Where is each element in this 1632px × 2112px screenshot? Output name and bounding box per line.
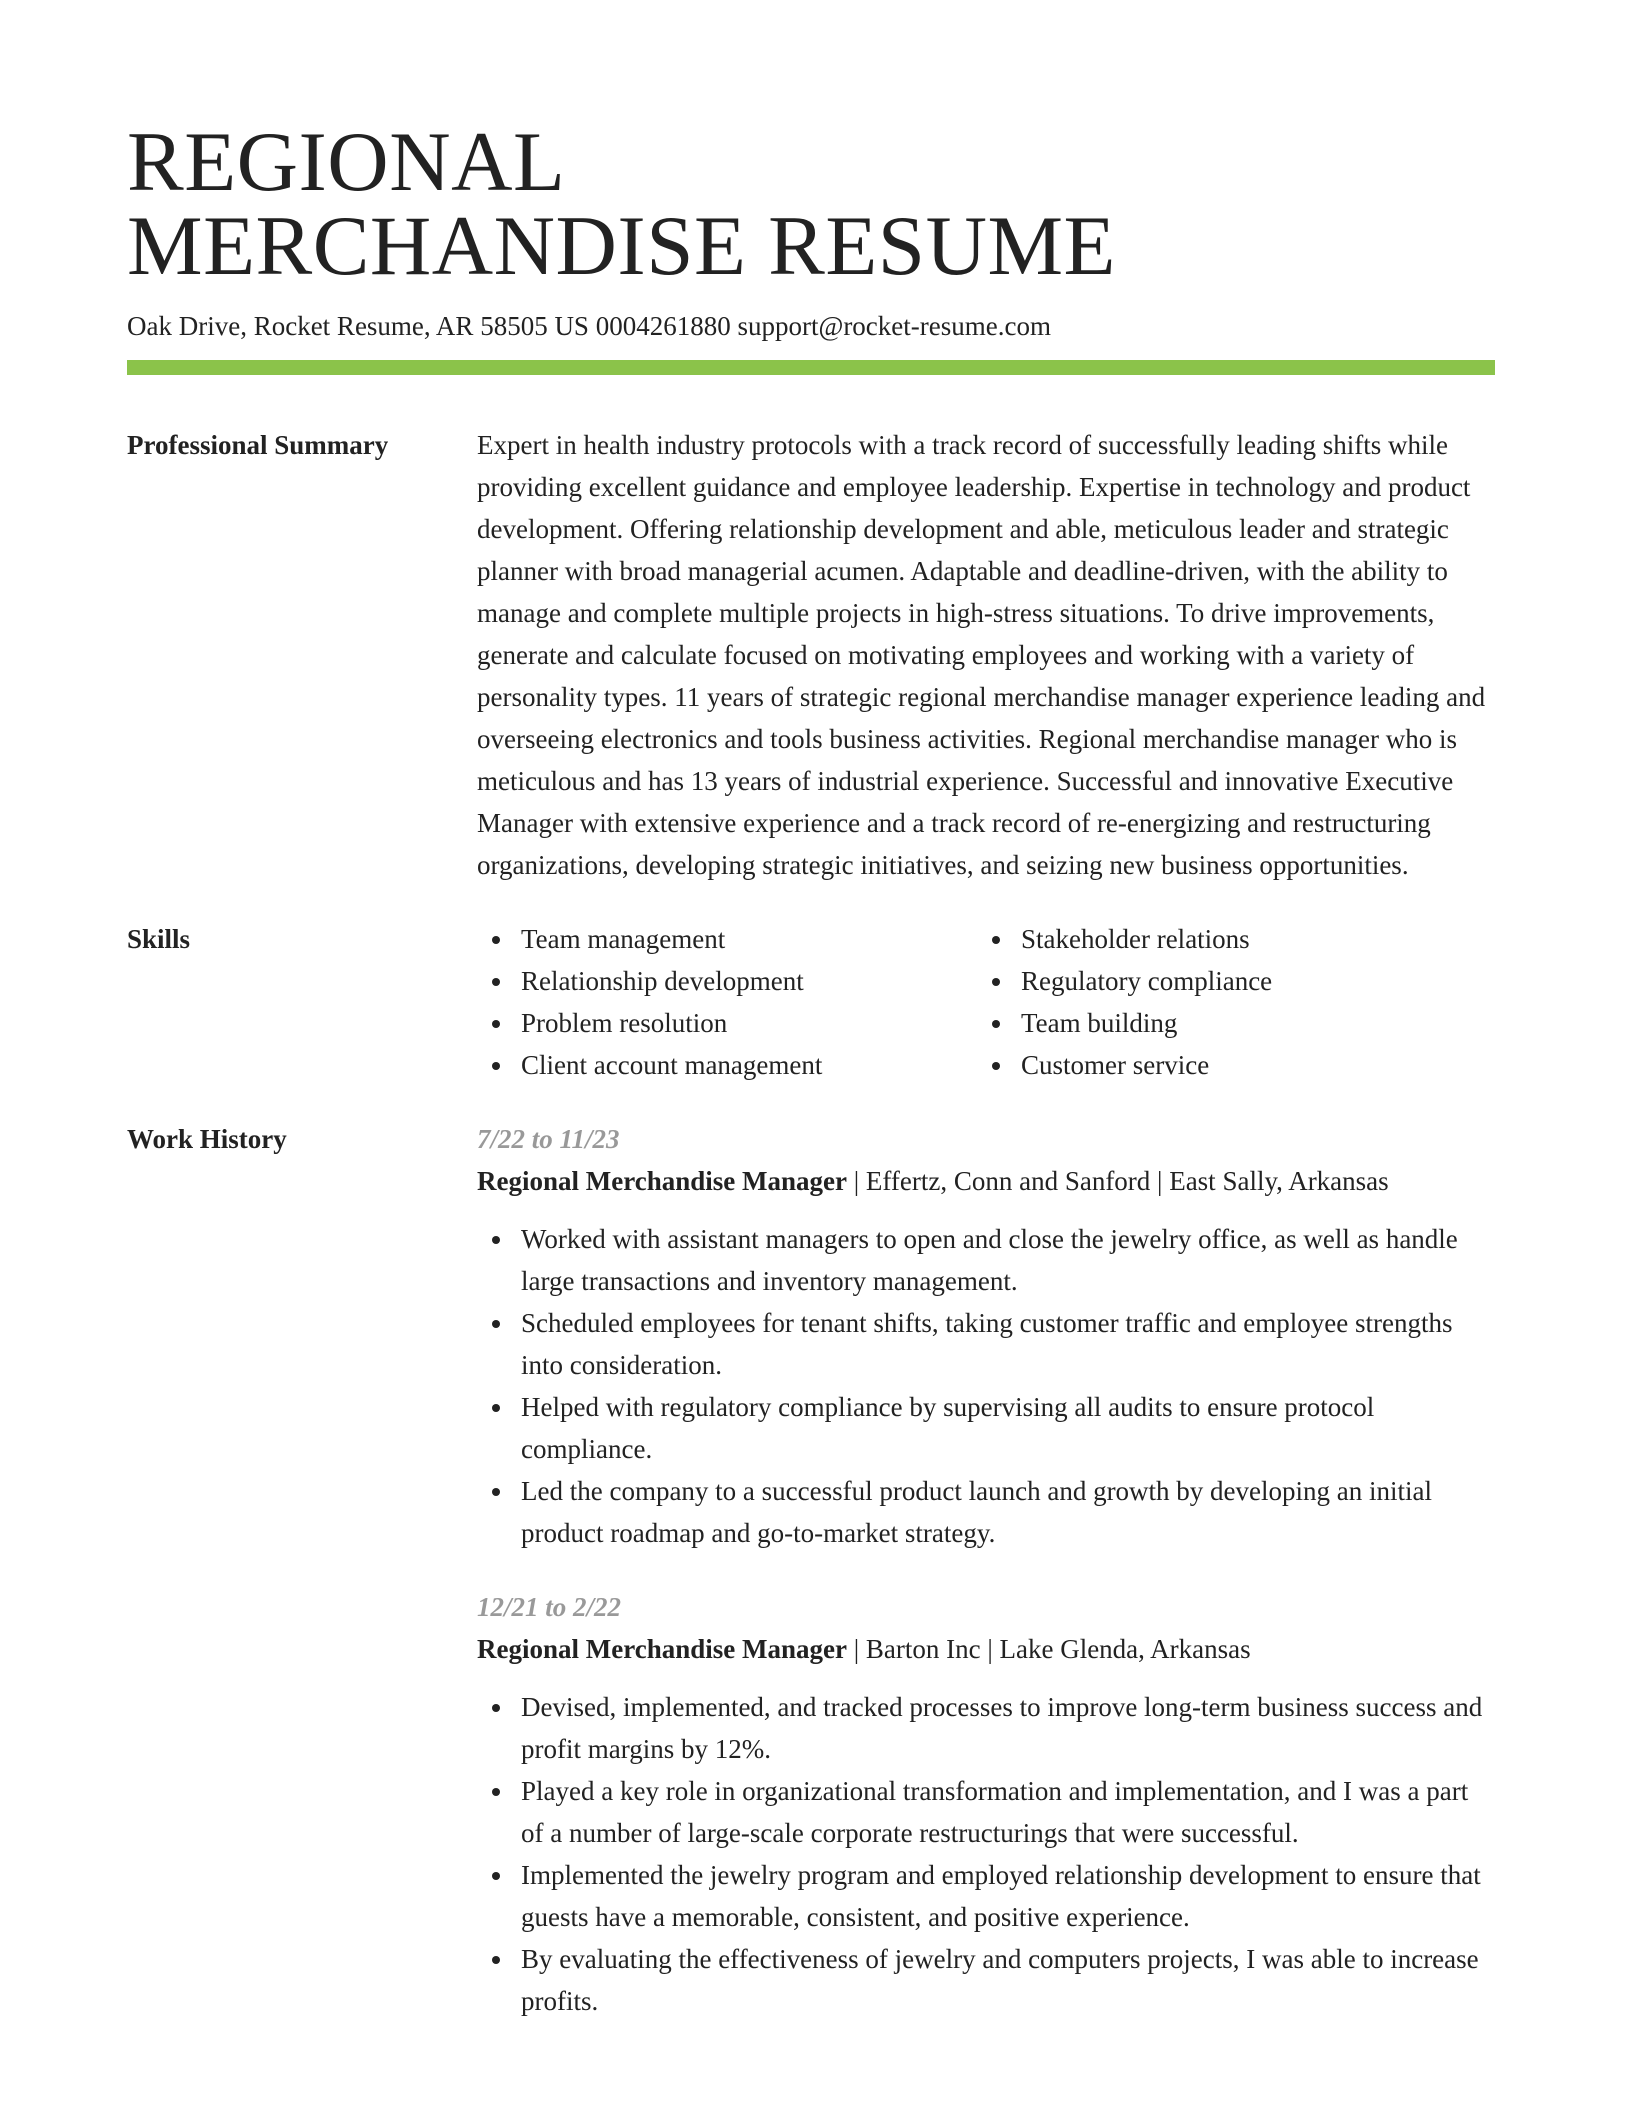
- skill-item: Team building: [977, 1002, 1477, 1044]
- skills-column-1: [477, 918, 977, 1086]
- job-bullet: Implemented the jewelry program and employed relationship development to ensure that guests have a memorable, consistent, and positive experience.: [477, 1854, 1495, 1938]
- job-title: Regional Merchandise Manager: [477, 1634, 847, 1664]
- job-bullet: Played a key role in organizational transformation and implementation, and I was a part of a number of large-scale corporate restructurings that were successful.: [477, 1770, 1495, 1854]
- skill-item: Regulatory compliance: [977, 960, 1477, 1002]
- job-bullet: Scheduled employees for tenant shifts, taking customer traffic and employee strengths into consideration.: [477, 1302, 1495, 1386]
- resume-title: [127, 115, 1495, 293]
- job-details: | Effertz, Conn and Sanford | East Sally, Arkansas: [846, 1166, 1389, 1196]
- summary-text: Expert in health industry protocols with a track record of successfully leading shifts while providing excellent guidance and employee leadership. Expertise in technology and product development. Offering relationship development and able, meticulous leader and strategic planner with broad managerial acumen. Adaptable and deadline-driven, with the ability to manage and complete multiple projects in high-stress situations. To drive improvements, generate and calculate focused on motivating employees and working with a variety of personality types. 11 years of strategic regional merchandise manager experience leading and overseeing electronics and tools business activities. Regional merchandise manager who is meticulous and has 13 years of industrial experience. Successful and innovative Executive Manager with extensive experience and a track record of re-energizing and restructuring organizations, developing strategic initiatives, and seizing new business opportunities.: [477, 430, 1486, 880]
- job-bullet: Led the company to a successful product launch and growth by developing an initial product roadmap and go-to-market strategy.: [477, 1470, 1495, 1554]
- job-heading: [477, 1160, 1495, 1202]
- skills-column-2: [977, 918, 1477, 1086]
- accent-divider: [127, 360, 1495, 375]
- professional-summary-section: [127, 424, 1495, 886]
- skill-item: Team management: [477, 918, 977, 960]
- contact-info: Oak Drive, Rocket Resume, AR 58505 US 0004261880 support@rocket-resume.com: [127, 311, 1051, 341]
- job-details: | Barton Inc | Lake Glenda, Arkansas: [846, 1634, 1251, 1664]
- job-entry: [477, 1586, 1495, 2022]
- skill-item: Customer service: [977, 1044, 1477, 1086]
- title-line-2: MERCHANDISE RESUME: [127, 199, 1116, 293]
- work-history-section: [127, 1118, 1495, 2022]
- job-entry: [477, 1118, 1495, 1554]
- job-bullet: Helped with regulatory compliance by supervising all audits to ensure protocol compliance.: [477, 1386, 1495, 1470]
- job-heading: [477, 1628, 1495, 1670]
- job-bullet: Devised, implemented, and tracked processes to improve long-term business success and profit margins by 12%.: [477, 1686, 1495, 1770]
- skill-item: Relationship development: [477, 960, 977, 1002]
- skill-item: Problem resolution: [477, 1002, 977, 1044]
- job-dates: 12/21 to 2/22: [477, 1592, 622, 1622]
- job-bullets: [477, 1686, 1495, 2022]
- title-line-1: REGIONAL: [127, 115, 566, 209]
- job-title: Regional Merchandise Manager: [477, 1166, 847, 1196]
- skill-item: Client account management: [477, 1044, 977, 1086]
- job-dates: 7/22 to 11/23: [477, 1124, 620, 1154]
- work-history-list: [477, 1118, 1495, 2022]
- skills-section: [127, 918, 1495, 1086]
- skill-item: Stakeholder relations: [977, 918, 1477, 960]
- skills-list: [477, 918, 1495, 1086]
- resume-page: [127, 115, 1495, 2022]
- section-label-work-history: Work History: [127, 1124, 287, 1154]
- job-bullet: Worked with assistant managers to open and close the jewelry office, as well as handle large transactions and inventory management.: [477, 1218, 1495, 1302]
- job-bullets: [477, 1218, 1495, 1554]
- section-label-summary: Professional Summary: [127, 430, 389, 460]
- section-label-skills: Skills: [127, 924, 191, 954]
- job-bullet: By evaluating the effectiveness of jewelry and computers projects, I was able to increase profits.: [477, 1938, 1495, 2022]
